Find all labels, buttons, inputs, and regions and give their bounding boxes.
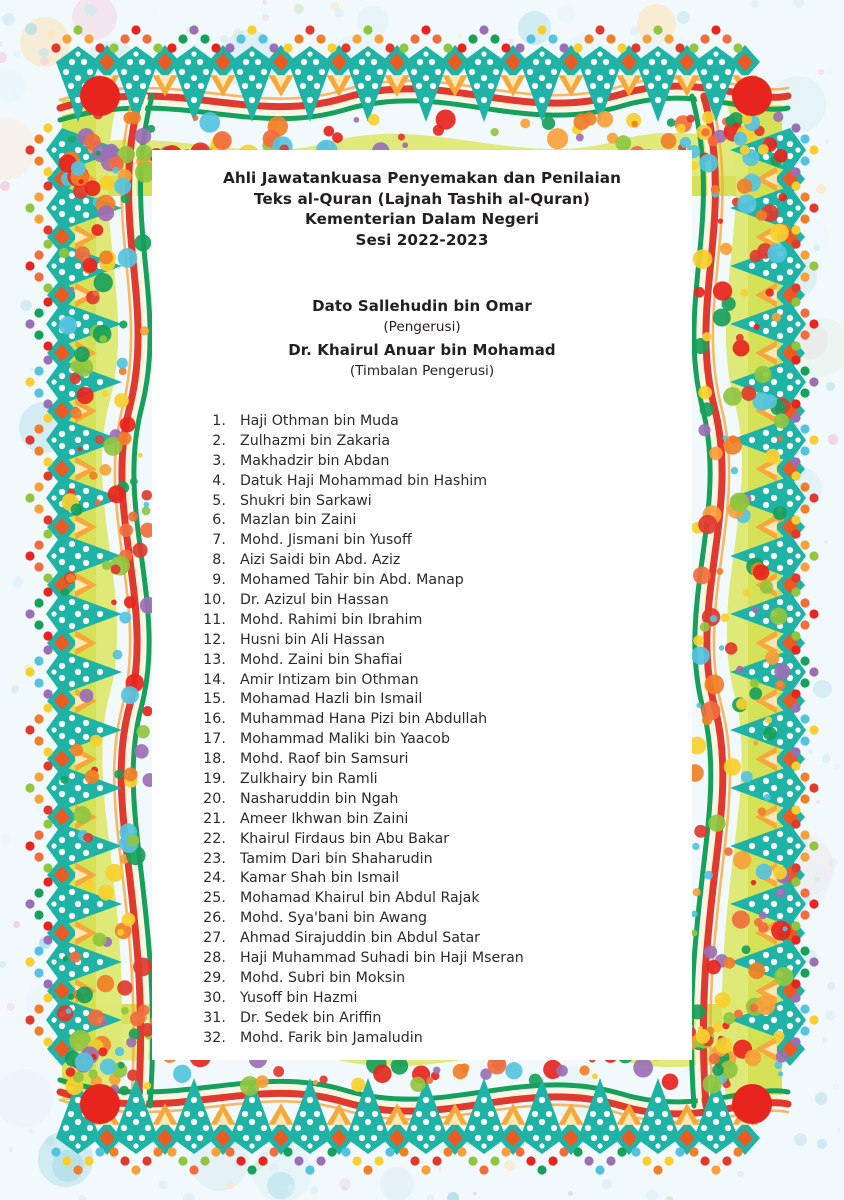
member-name: Ahmad Sirajuddin bin Abdul Satar [240,930,480,947]
member-name: Nasharuddin bin Ngah [240,790,399,807]
member-name: Mohd. Sya'bani bin Awang [240,910,427,927]
member-name: Mazlan bin Zaini [240,512,357,529]
member-name: Tamim Dari bin Shaharudin [240,850,433,867]
member-number: 26. [203,910,226,927]
member-number: 32. [203,1029,226,1046]
member-row [196,831,692,851]
member-number: 13. [203,651,226,668]
member-row [196,612,692,632]
title-line-2: Teks al-Quran (Lajnah Tashih al-Quran) [253,189,591,208]
member-number: 23. [203,850,226,867]
member-number: 10. [203,592,226,609]
chairman-name: Dato Sallehudin bin Omar [312,297,532,315]
member-name: Datuk Haji Mohammad bin Hashim [240,472,488,489]
member-name: Muhammad Hana Pizi bin Abdullah [240,711,488,728]
member-name: Mohd. Rahimi bin Ibrahim [240,611,423,628]
member-number: 16. [203,711,226,728]
member-row [196,512,692,532]
member-number: 3. [212,452,226,469]
content-panel [152,150,692,1060]
chairman-role: (Pengerusi) [383,319,461,335]
member-list [152,413,692,1050]
member-row [196,990,692,1010]
member-number: 2. [212,432,226,449]
member-number: 4. [212,472,226,489]
member-row [196,552,692,572]
member-row [196,791,692,811]
page-title [152,150,692,250]
member-name: Ameer Ikhwan bin Zaini [240,810,409,827]
member-row [196,970,692,990]
member-name: Mohd. Zaini bin Shafiai [240,651,403,668]
member-number: 9. [212,572,226,589]
title-line-1: Ahli Jawatankuasa Penyemakan dan Penilaian [222,169,622,187]
member-row [196,890,692,910]
member-row [196,731,692,751]
member-number: 5. [212,492,226,509]
member-number: 24. [203,870,226,887]
deputy-chairman-role: (Timbalan Pengerusi) [349,363,495,379]
member-name: Yusoff bin Hazmi [240,989,358,1006]
title-line-3: Kementerian Dalam Negeri [304,210,540,228]
member-name: Mohamad Khairul bin Abdul Rajak [240,890,480,907]
member-row [196,632,692,652]
member-number: 8. [212,552,226,569]
member-number: 20. [203,790,226,807]
officers-block [152,296,692,381]
member-row [196,652,692,672]
member-name: Khairul Firdaus bin Abu Bakar [240,830,450,847]
member-row [196,493,692,513]
member-number: 22. [203,830,226,847]
title-line-4: Sesi 2022-2023 [355,230,489,249]
member-row [196,870,692,890]
member-name: Zulkhairy bin Ramli [240,771,378,788]
member-row [196,473,692,493]
member-number: 29. [203,969,226,986]
member-name: Makhadzir bin Abdan [240,452,390,469]
member-number: 28. [203,950,226,967]
member-row [196,572,692,592]
member-row [196,711,692,731]
member-row [196,532,692,552]
member-row [196,592,692,612]
member-name: Shukri bin Sarkawi [240,492,372,509]
member-name: Mohamed Tahir bin Abd. Manap [240,572,464,589]
member-name: Dr. Sedek bin Ariffin [240,1009,382,1026]
member-name: Aizi Saidi bin Abd. Aziz [240,552,401,569]
member-row [196,1010,692,1030]
member-number: 1. [212,413,226,429]
member-number: 27. [203,930,226,947]
member-number: 12. [203,631,226,648]
member-row [196,771,692,791]
member-name: Zulhazmi bin Zakaria [240,432,391,449]
member-number: 17. [203,731,226,748]
member-name: Mohamad Hazli bin Ismail [240,691,423,708]
member-name: Kamar Shah bin Ismail [240,870,400,887]
member-number: 21. [203,810,226,827]
member-number: 30. [203,989,226,1006]
member-name: Mohd. Raof bin Samsuri [240,751,409,768]
member-number: 19. [203,771,226,788]
member-row [196,453,692,473]
member-name: Haji Othman bin Muda [240,413,399,429]
member-number: 11. [203,611,226,628]
member-number: 6. [212,512,226,529]
member-row [196,751,692,771]
member-row [196,672,692,692]
member-name: Mohd. Subri bin Moksin [240,969,406,986]
member-number: 14. [203,671,226,688]
member-number: 31. [203,1009,226,1026]
member-row [196,433,692,453]
member-row [196,691,692,711]
member-row [196,950,692,970]
member-number: 25. [203,890,226,907]
member-row [196,851,692,871]
member-row [196,811,692,831]
member-name: Haji Muhammad Suhadi bin Haji Mseran [240,950,524,967]
member-row [196,910,692,930]
member-name: Mohammad Maliki bin Yaacob [240,731,450,748]
member-name: Dr. Azizul bin Hassan [240,592,389,609]
member-name: Mohd. Farik bin Jamaludin [240,1029,423,1046]
deputy-chairman-name: Dr. Khairul Anuar bin Mohamad [288,341,556,359]
member-name: Amir Intizam bin Othman [240,671,419,688]
member-row [196,413,692,433]
member-number: 15. [203,691,226,708]
member-number: 7. [212,532,226,549]
member-name: Husni bin Ali Hassan [240,631,385,648]
member-number: 18. [203,751,226,768]
member-name: Mohd. Jismani bin Yusoff [240,532,412,549]
member-row [196,930,692,950]
member-row [196,1030,692,1050]
